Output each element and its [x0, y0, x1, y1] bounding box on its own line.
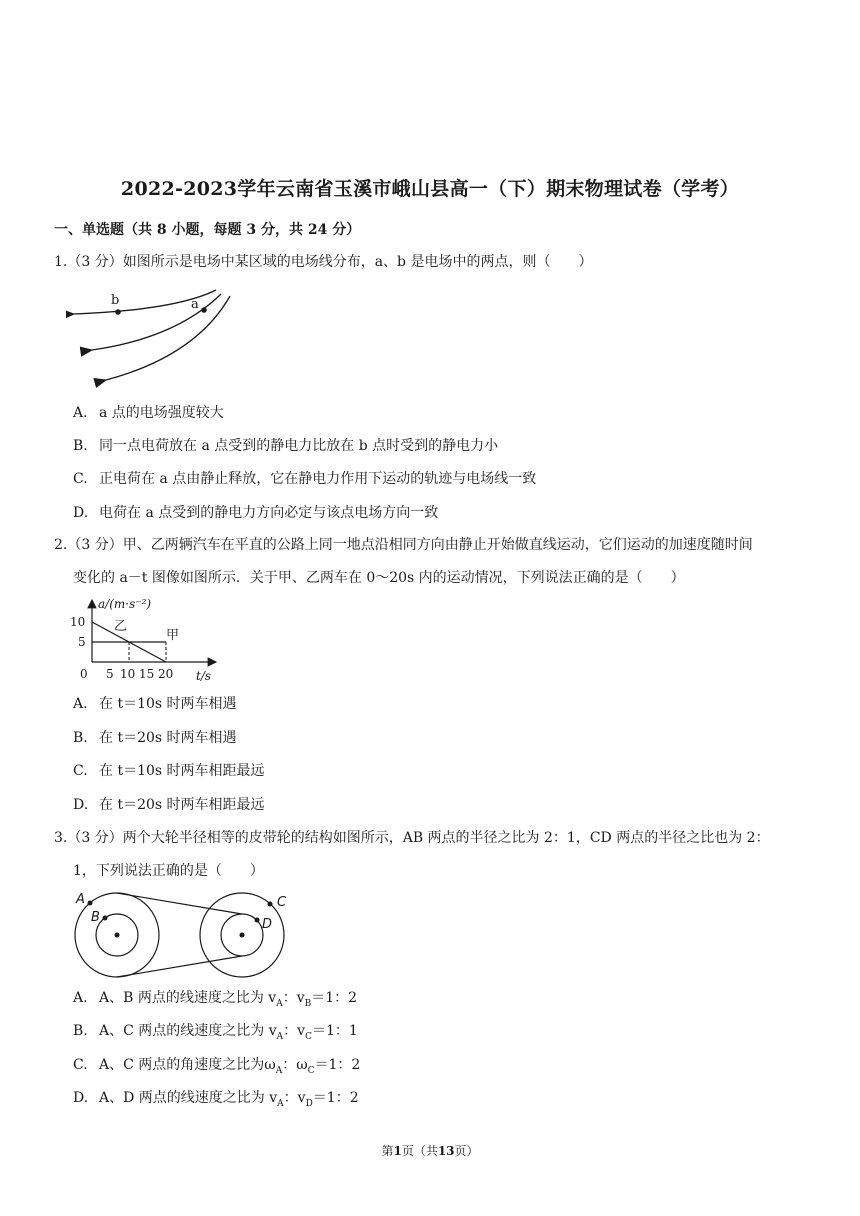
- point-a: [201, 307, 207, 313]
- q2-option-b: B. 在 t＝20s 时两车相遇: [73, 730, 237, 746]
- belt-bottom: [117, 956, 242, 977]
- q1-option-a: A. a 点的电场强度较大: [73, 405, 224, 421]
- section-heading: 一、单选题（共 8 小题，每题 3 分，共 24 分）: [54, 222, 361, 238]
- q1-option-c: C. 正电荷在 a 点由静止释放，它在静电力作用下运动的轨迹与电场线一致: [73, 471, 537, 487]
- q2-option-d: D. 在 t＝20s 时两车相距最远: [73, 797, 265, 813]
- x-tick-10: 10: [120, 667, 136, 681]
- total-pages: 13: [437, 1144, 455, 1158]
- q1-option-d: D. 电荷在 a 点受到的静电力方向必定与该点电场方向一致: [73, 505, 439, 521]
- right-center: [240, 933, 245, 938]
- question-3-stem-line2: 1，下列说法正确的是（ ）: [73, 863, 264, 879]
- question-2-stem-line2: 变化的 a－t 图像如图所示．关于甲、乙两车在 0～20s 内的运动情况，下列说法正确的是（ ）: [73, 570, 685, 586]
- y-axis-label: a/(m·s⁻²): [98, 597, 152, 611]
- point-b: [115, 309, 121, 315]
- q3-option-b: B. A、C 两点的线速度之比为 $v_A$：$v_C=1$：1: [73, 1023, 358, 1042]
- field-line-3: [106, 296, 230, 380]
- point-D: [255, 918, 260, 923]
- point-B: [103, 916, 108, 921]
- series-jia-label: 甲: [166, 628, 180, 643]
- x-tick-20: 20: [158, 667, 174, 681]
- q2-option-a: A. 在 t＝10s 时两车相遇: [73, 696, 237, 712]
- label-A: A: [76, 892, 85, 907]
- q2-option-c: C. 在 t＝10s 时两车相距最远: [73, 763, 265, 779]
- question-1-stem: 1.（3 分）如图所示是电场中某区域的电场线分布，a、b 是电场中的两点，则（ ）: [54, 254, 593, 270]
- question-2-stem-line1: 2.（3 分）甲、乙两辆汽车在平直的公路上同一地点沿相同方向由静止开始做直线运动，它们运动的加速度随时间: [54, 537, 753, 553]
- label-C: C: [277, 895, 287, 910]
- series-yi-label: 乙: [114, 619, 128, 634]
- page-footer: 第1页（共13页）: [381, 1144, 479, 1158]
- page-title: 2022-2023学年云南省玉溪市峨山县高一（下）期末物理试卷（学考）: [120, 178, 740, 200]
- x-tick-15: 15: [139, 667, 155, 681]
- label-b: b: [111, 293, 120, 308]
- point-C: [268, 902, 273, 907]
- question-3-stem-line1: 3.（3 分）两个大轮半径相等的皮带轮的结构如图所示，AB 两点的半径之比为 2：1，CD 两点的半径之比也为 2：: [54, 830, 770, 846]
- q3-option-a: A. A、B 两点的线速度之比为 $v_A$：$v_B=1$：2: [73, 990, 358, 1009]
- label-B: B: [91, 910, 100, 925]
- left-center: [115, 933, 120, 938]
- y-tick-10: 10: [70, 615, 86, 629]
- belt-pulley-figure: [70, 888, 300, 978]
- electric-field-figure: [66, 288, 246, 388]
- x-tick-0: 0: [80, 667, 88, 681]
- x-tick-5: 5: [106, 667, 114, 681]
- label-D: D: [262, 917, 273, 932]
- q3-option-c: C. A、C 两点的角速度之比为$\omega_A$：$\omega_C=1$：2: [73, 1057, 361, 1076]
- acceleration-time-graph: [56, 592, 232, 684]
- label-a: a: [191, 297, 199, 312]
- q3-option-d: D. A、D 两点的线速度之比为 $v_A$：$v_D=1$：2: [73, 1090, 359, 1109]
- current-page: 1: [393, 1144, 402, 1158]
- belt-top: [117, 893, 242, 914]
- point-A: [88, 901, 93, 906]
- y-tick-5: 5: [78, 635, 86, 649]
- x-axis-label: t/s: [196, 669, 212, 683]
- q1-option-b: B. 同一点电荷放在 a 点受到的静电力比放在 b 点时受到的静电力小: [73, 438, 499, 454]
